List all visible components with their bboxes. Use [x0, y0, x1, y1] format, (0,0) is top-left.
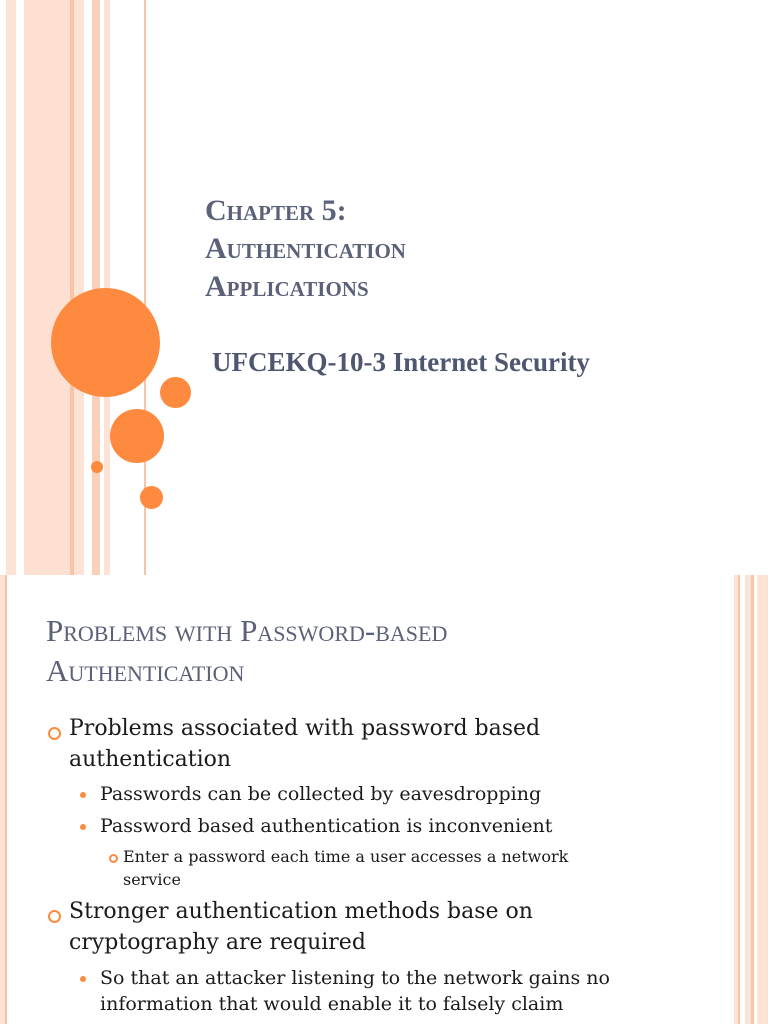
sub-bullet-text: Passwords can be collected by eavesdropping: [100, 783, 542, 805]
bullet-text: authentication: [69, 747, 232, 772]
decorative-circle-small: [160, 377, 191, 408]
slide-title-line: Chapter 5:: [205, 194, 347, 227]
dot-bullet-icon: [80, 792, 86, 798]
left-stripe: [16, 0, 24, 575]
ring-bullet-icon: [48, 727, 61, 740]
sub-sub-bullet-text: Enter a password each time a user accesses a network: [123, 847, 569, 866]
decorative-circle-tiny: [91, 461, 103, 473]
slide-title-line: Applications: [205, 270, 369, 303]
left-stripe: [24, 0, 70, 575]
dot-bullet-icon: [80, 976, 86, 982]
bullet-text: Problems associated with password based: [69, 716, 541, 741]
bullet-text: cryptography are required: [69, 930, 366, 955]
decorative-circle-small: [140, 486, 163, 509]
slide-title-line: Authentication: [205, 232, 406, 265]
sub-bullet-text: information that would enable it to falsely claim: [100, 993, 564, 1015]
decorative-circle-medium: [110, 409, 164, 463]
decorative-circle-large: [51, 288, 160, 397]
slide-title: [46, 611, 447, 691]
ring-bullet-icon: [48, 910, 61, 923]
ring-bullet-icon: [109, 854, 118, 863]
left-stripe: [84, 0, 92, 575]
slide-title-line: Authentication: [46, 653, 245, 688]
bullet-text: Stronger authentication methods base on: [69, 899, 533, 924]
slide-title: [205, 192, 406, 306]
left-stripe: [6, 0, 16, 575]
content-slide: [0, 575, 768, 1024]
left-stripe: [74, 0, 84, 575]
sub-sub-bullet-text: service: [123, 870, 181, 889]
dot-bullet-icon: [80, 824, 86, 830]
right-stripe: [757, 575, 768, 1024]
left-edge-stripe: [5, 575, 7, 1024]
sub-bullet-text: So that an attacker listening to the network gains no: [100, 967, 610, 989]
slide-subtitle: UFCEKQ-10-3 Internet Security: [212, 347, 590, 377]
slide-title-line: Problems with Password-based: [46, 613, 448, 648]
sub-bullet-text: Password based authentication is inconvenient: [100, 815, 553, 837]
